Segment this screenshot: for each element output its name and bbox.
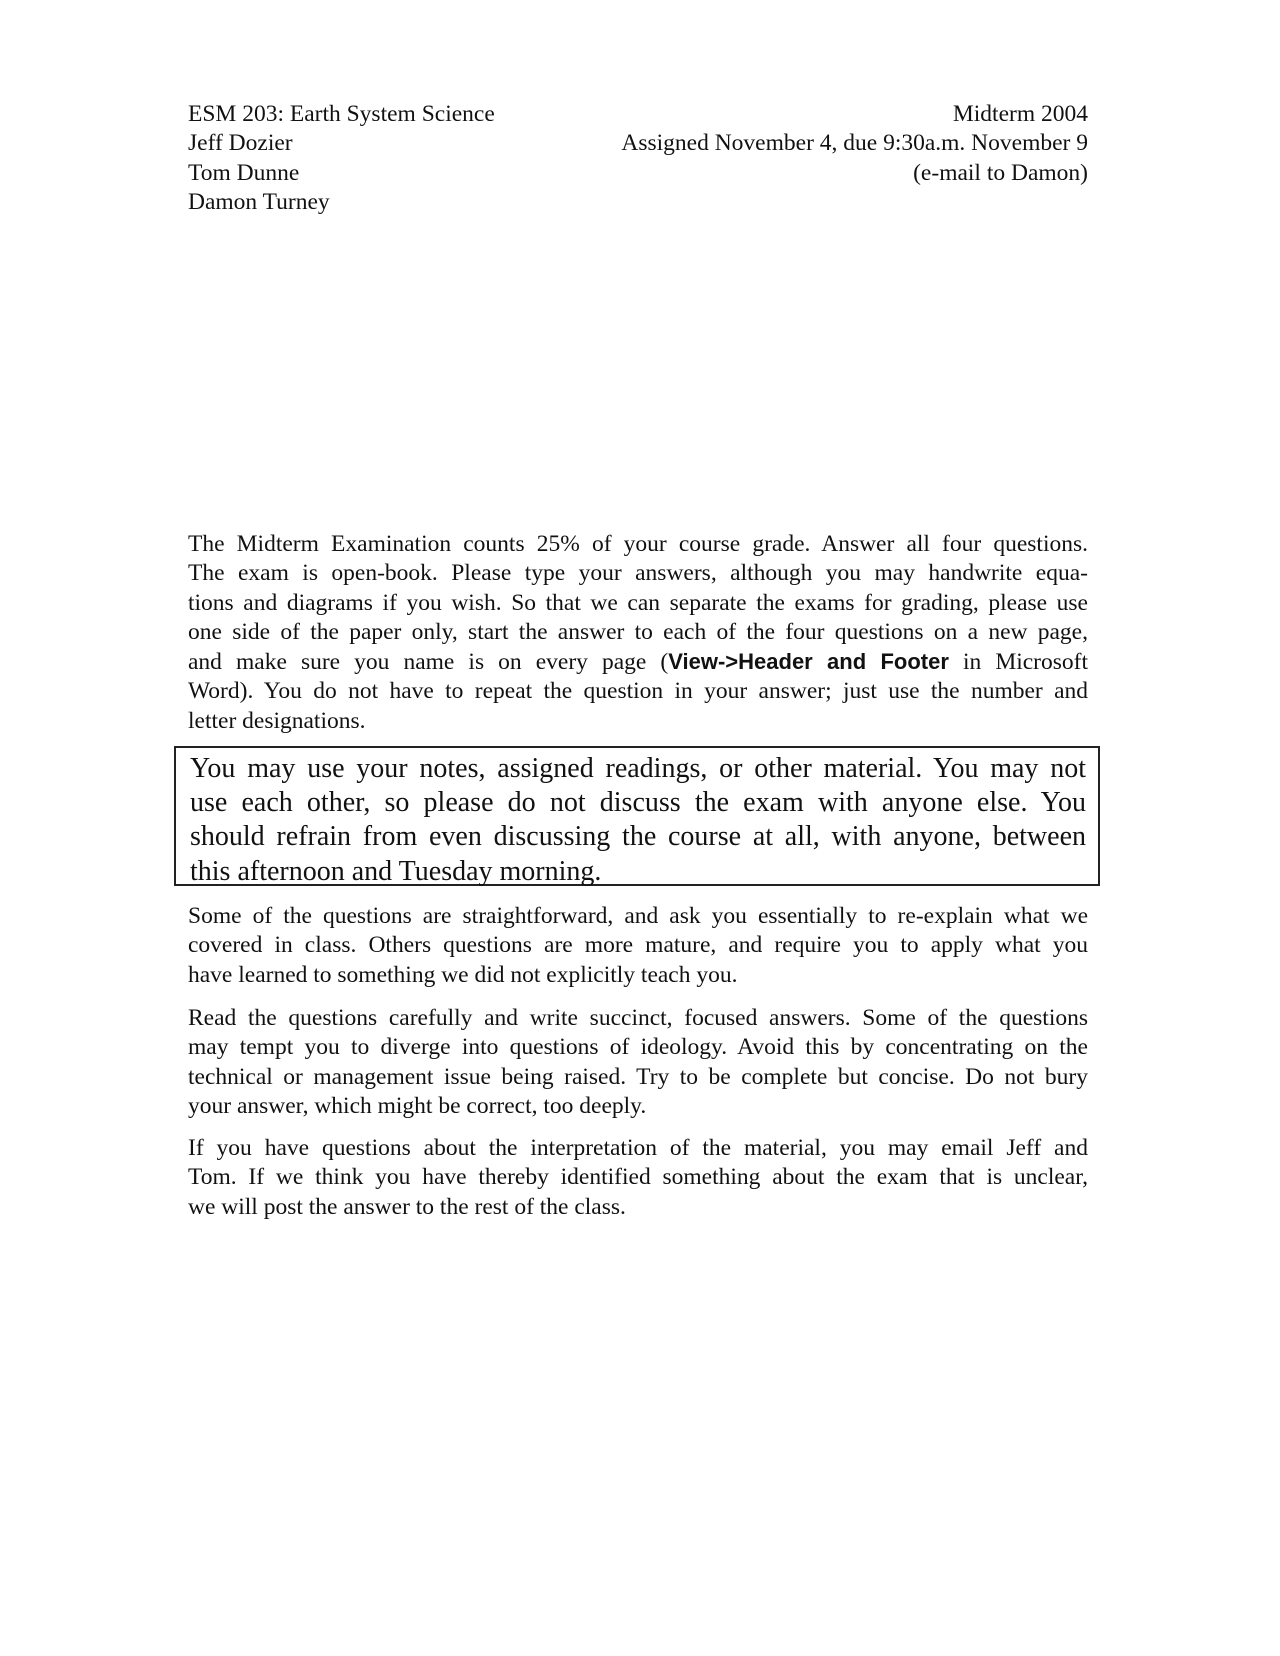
course-title: ESM 203: Earth System Science	[188, 101, 495, 127]
text-line: covered in class. Others questions are more mature, and require you to apply what you	[188, 932, 1088, 959]
contact-paragraph	[188, 1134, 1088, 1222]
text-line: one side of the paper only, start the answer to each of the four questions on a new page,	[188, 618, 1088, 645]
text-line: Tom. If we think you have thereby identified something about the exam that is unclear,	[188, 1164, 1088, 1191]
text-line: tions and diagrams if you wish. So that we can separate the exams for grading, please use	[188, 589, 1088, 616]
text-line: we will post the answer to the rest of the class.	[188, 1193, 626, 1220]
instructor-name: Tom Dunne	[188, 159, 300, 186]
notice-line: should refrain from even discussing the course at all, with anyone, between	[190, 821, 1086, 853]
notice-line: use each other, so please do not discuss the exam with anyone else. You	[190, 787, 1086, 819]
text-segment: in Microsoft	[948, 649, 1088, 676]
text-segment: and make sure you name is on every page (	[188, 649, 669, 676]
text-line: Some of the questions are straightforward, and ask you essentially to re-explain what we	[188, 903, 1088, 929]
instructor-name: Jeff Dozier	[188, 130, 293, 157]
exam-header	[621, 100, 1088, 188]
course-header	[188, 100, 495, 217]
exam-title: Midterm 2004	[952, 101, 1088, 127]
menu-path-emphasis: View->Header and Footer	[668, 649, 949, 675]
text-line: The exam is open-book. Please type your answers, although you may handwrite equa-	[188, 560, 1088, 587]
intro-paragraph	[188, 530, 1088, 736]
notice-line: You may use your notes, assigned readings, or other material. You may not	[190, 753, 1086, 784]
text-line: Word). You do not have to repeat the question in your answer; just use the number and	[188, 678, 1088, 705]
notice-line: this afternoon and Tuesday morning.	[190, 855, 602, 887]
exam-dates: Assigned November 4, due 9:30a.m. November 9	[621, 130, 1088, 157]
text-line: have learned to something we did not explicitly teach you.	[188, 961, 738, 988]
text-line	[188, 647, 1088, 677]
text-line: If you have questions about the interpretation of the material, you may email Jeff and	[188, 1135, 1088, 1161]
text-line: may tempt you to diverge into questions of ideology. Avoid this by concentrating on the	[188, 1034, 1088, 1061]
questions-paragraph	[188, 902, 1088, 990]
instructor-name: Damon Turney	[188, 188, 330, 215]
text-line: technical or management issue being raised. Try to be complete but concise. Do not bury	[188, 1063, 1088, 1090]
honor-code-notice	[174, 746, 1100, 886]
text-line: your answer, which might be correct, too deeply.	[188, 1092, 647, 1119]
text-line: The Midterm Examination counts 25% of your course grade. Answer all four questions.	[188, 531, 1088, 557]
instructions-paragraph	[188, 1004, 1088, 1121]
submission-note: (e-mail to Damon)	[913, 159, 1088, 186]
text-line: letter designations.	[188, 707, 366, 734]
text-line: Read the questions carefully and write succinct, focused answers. Some of the questions	[188, 1005, 1088, 1031]
